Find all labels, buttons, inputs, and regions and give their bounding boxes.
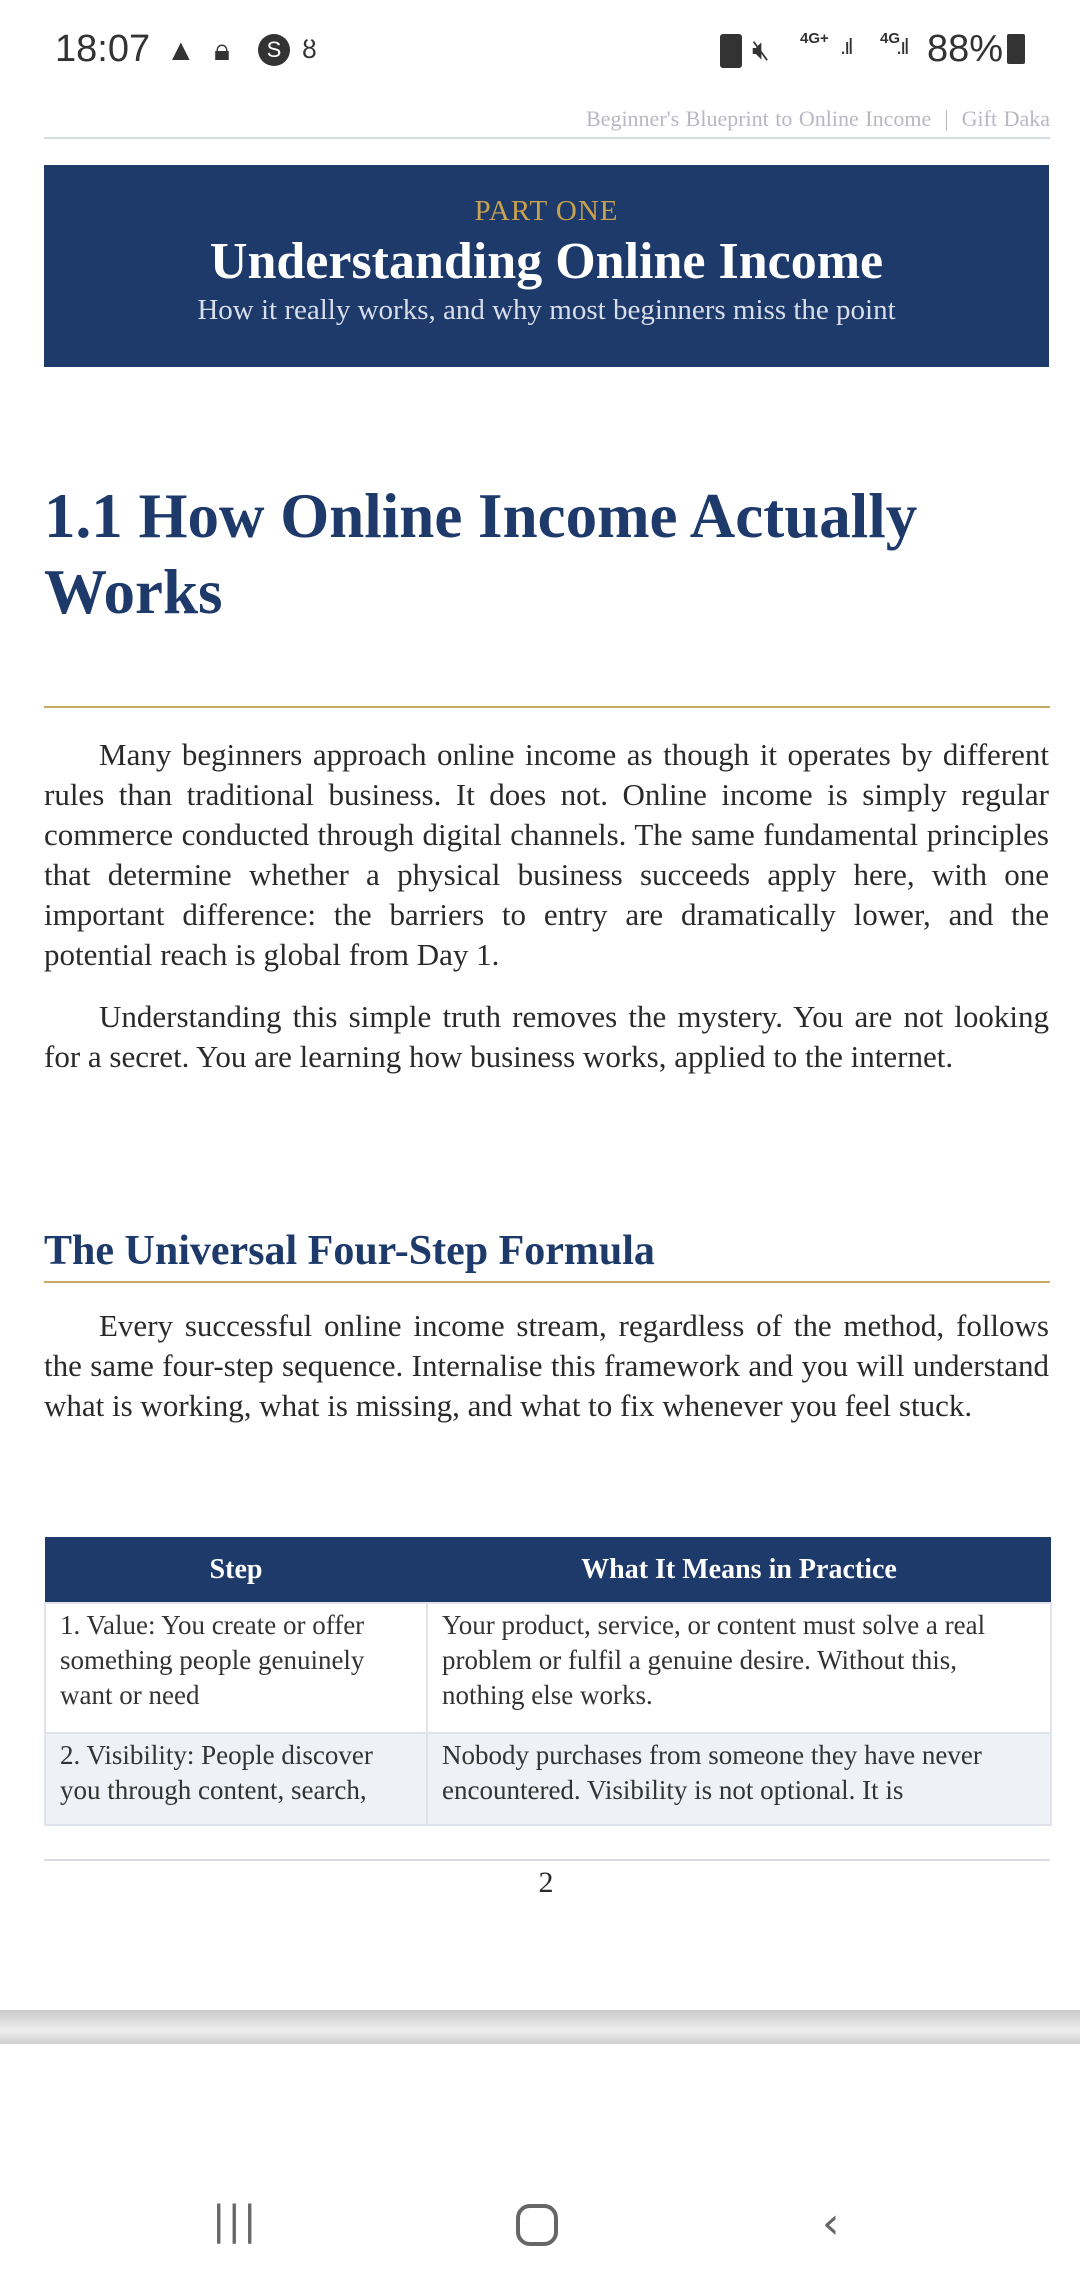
part-title: Understanding Online Income (209, 233, 884, 290)
table-row (45, 1603, 1051, 1733)
signal-icon-2: .ıl (896, 34, 908, 59)
paragraph: Every successful online income stream, regardless of the method, follows the same four-step sequence. Internalise this framework and you will understand what is working, what is missing, and what to fix whenever you feel stuck. (44, 1308, 1049, 1423)
page-number: 2 (538, 1866, 554, 1899)
paragraph: Understanding this simple truth removes the mystery. You are not looking for a secret. You are learning how business works, applied to the internet. (44, 999, 1049, 1074)
back-button[interactable]: ‹ (822, 2198, 840, 2249)
formula-table (44, 1537, 1052, 1826)
navigation-bar (0, 2160, 1080, 2280)
bird-app-icon: ȣ (302, 34, 317, 64)
book-title: Beginner's Blueprint to Online Income (586, 106, 932, 131)
part-label: PART ONE (474, 195, 619, 227)
battery-saver-icon (720, 34, 742, 68)
part-banner (44, 165, 1049, 367)
section-heading: 1.1 How Online Income Actually Works (44, 481, 918, 627)
battery-icon (1007, 34, 1025, 64)
column-header: What It Means in Practice (427, 1537, 1051, 1603)
table-cell: 2. Visibility: People discover you through content, search, (45, 1733, 427, 1825)
heading-rule (44, 706, 1050, 708)
subheading-rule (44, 1281, 1050, 1283)
paragraph: Many beginners approach online income as though it operates by different rules than traditional business. It does not. Online income is simply regular commerce conducted through digital channels. The same fundamental principles that determine whether a physical business succeeds apply here, with one important difference: the barriers to entry are dramatically lower, and the potential reach is global from Day 1. (44, 737, 1049, 972)
mute-icon: 🔇︎ (752, 34, 770, 65)
footer-divider (44, 1859, 1050, 1861)
subsection-heading: The Universal Four-Step Formula (44, 1228, 655, 1274)
column-header: Step (45, 1537, 427, 1603)
table-row (45, 1733, 1051, 1825)
home-button[interactable] (516, 2204, 558, 2246)
signal-icon: .ıl (840, 34, 852, 59)
author: Gift Daka (961, 106, 1050, 131)
table-cell: Nobody purchases from someone they have never encountered. Visibility is not optional. It is (427, 1733, 1051, 1825)
lock-icon: 🔒︎ (214, 34, 230, 67)
recent-apps-button[interactable]: ||| (212, 2198, 259, 2244)
part-subtitle: How it really works, and why most beginners miss the point (197, 294, 896, 326)
table-cell: Your product, service, or content must solve a real problem or fulfil a genuine desire. Without this, nothing else works. (427, 1603, 1051, 1733)
running-header (586, 106, 1050, 132)
battery-text: 88% (926, 28, 1003, 70)
network-label: 4G+ (800, 30, 829, 47)
table-cell: 1. Value: You create or offer something people genuinely want or need (45, 1603, 427, 1733)
status-bar (0, 0, 1080, 100)
network-label-2: 4G (880, 30, 901, 47)
s-app-icon: S (258, 34, 290, 66)
table-header-row (45, 1537, 1051, 1603)
separator: | (944, 106, 949, 131)
header-divider (44, 137, 1050, 139)
page-separator (0, 2010, 1080, 2044)
warning-icon: ▲ (166, 34, 196, 67)
clock: 18:07 (55, 28, 151, 70)
battery-level (927, 28, 1025, 71)
